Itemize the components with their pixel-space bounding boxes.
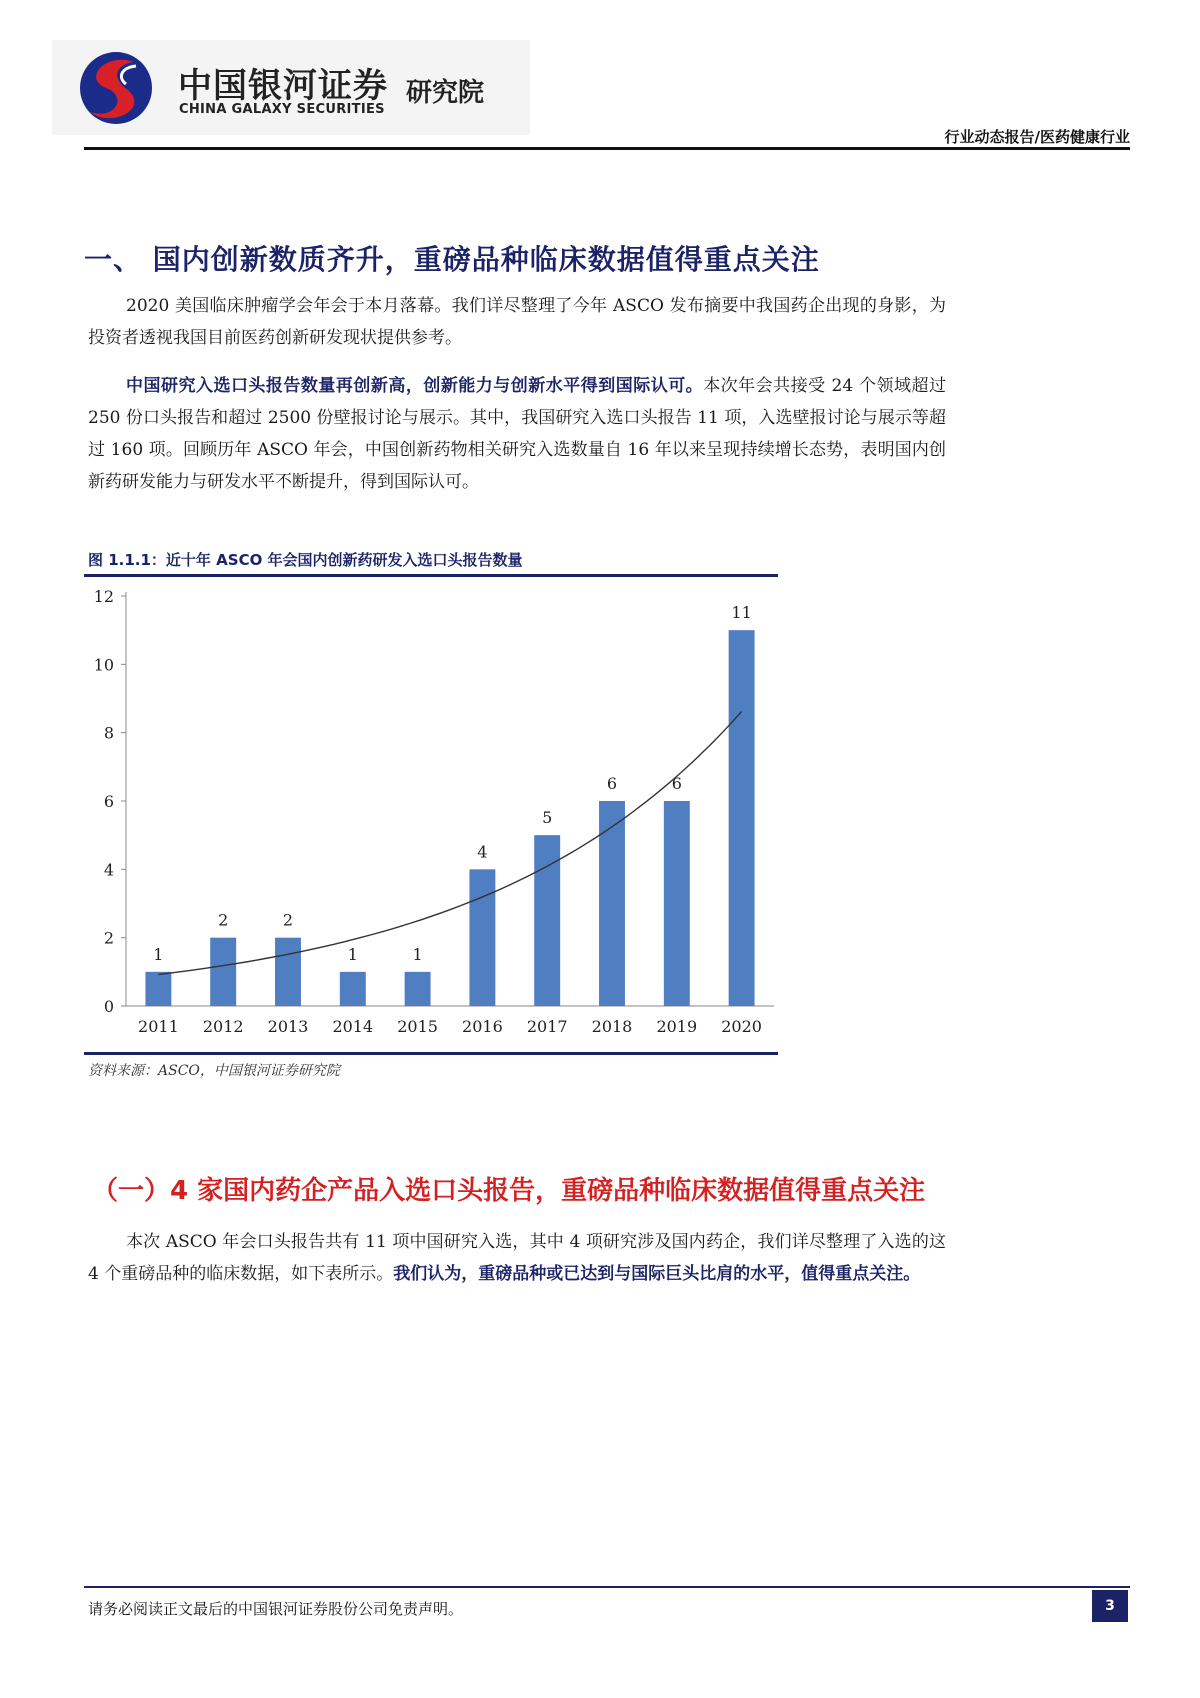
bar xyxy=(664,801,690,1006)
data-label: 5 xyxy=(542,808,553,828)
x-tick-label: 2012 xyxy=(202,1017,244,1036)
analysis-paragraph xyxy=(88,370,946,498)
x-tick-label: 2018 xyxy=(591,1017,633,1036)
disclaimer-text: 请务必阅读正文最后的中国银河证券股份公司免责声明。 xyxy=(88,1600,464,1618)
logo-company-en: CHINA GALAXY SECURITIES xyxy=(179,102,385,117)
y-tick-label: 8 xyxy=(103,723,114,743)
subsection-title: （一）4 家国内药企产品入选口头报告，重磅品种临床数据值得重点关注 xyxy=(92,1176,926,1206)
section-title: 一、 国内创新数质齐升，重磅品种临床数据值得重点关注 xyxy=(84,243,820,276)
y-tick-label: 12 xyxy=(93,587,114,606)
y-tick-label: 10 xyxy=(93,655,114,675)
x-tick-label: 2019 xyxy=(656,1017,698,1036)
report-type: 行业动态报告/医药健康行业 xyxy=(944,128,1130,146)
page-number: 3 xyxy=(1092,1590,1128,1622)
bar xyxy=(275,938,301,1006)
y-tick-label: 6 xyxy=(103,792,114,811)
figure-title: 图 1.1.1：近十年 ASCO 年会国内创新药研发入选口头报告数量 xyxy=(88,551,523,569)
data-label: 6 xyxy=(671,774,682,793)
footer-divider xyxy=(84,1586,1130,1588)
bar xyxy=(405,972,431,1006)
x-tick-label: 2017 xyxy=(526,1017,568,1036)
bar xyxy=(469,869,495,1006)
trendline xyxy=(158,712,741,975)
subsection-conclusion: 我们认为，重磅品种或已达到与国际巨头比肩的水平，值得重点关注。 xyxy=(393,1264,921,1284)
header-divider xyxy=(84,147,1130,150)
logo-area xyxy=(52,40,530,135)
y-tick-label: 2 xyxy=(103,928,114,948)
bar xyxy=(340,972,366,1006)
subsection-text: 本次 ASCO 年会口头报告共有 11 项中国研究入选，其中 4 项研究涉及国内药企，我们详尽整理了入选的这 4 个重磅品种的临床数据，如下表所示。 xyxy=(88,1232,946,1284)
y-tick-label: 4 xyxy=(103,860,114,880)
bar xyxy=(729,630,755,1006)
figure-source: 资料来源：ASCO，中国银河证券研究院 xyxy=(88,1063,340,1079)
key-finding: 中国研究入选口头报告数量再创新高，创新能力与创新水平得到国际认可。 xyxy=(126,376,704,396)
intro-paragraph: 2020 美国临床肿瘤学会年会于本月落幕。我们详尽整理了今年 ASCO 发布摘要中我国药企出现的身影，为投资者透视我国目前医药创新研发现状提供参考。 xyxy=(88,296,946,348)
figure-top-rule xyxy=(84,574,778,577)
bar xyxy=(210,938,236,1006)
data-label: 1 xyxy=(153,944,164,964)
logo-company-cn: 中国银河证券 xyxy=(178,66,388,106)
x-tick-label: 2020 xyxy=(721,1017,762,1036)
figure-bottom-rule xyxy=(84,1052,778,1055)
data-label: 4 xyxy=(477,842,488,862)
data-label: 2 xyxy=(218,910,229,930)
analysis-text: 本次年会共接受 24 个领域超过 250 份口头报告和超过 2500 份壁报讨论与展示。其中，我国研究入选口头报告 11 项，入选壁报讨论与展示等超过 160 项。回顾历年 ASCO 年会，中国创新药物相关研究入选数量自 16 年以来呈现持续增长态势，表明国内创新药研发能力与研发水平不断提升，得到国际认可。 xyxy=(88,376,946,492)
data-label: 11 xyxy=(731,603,752,623)
data-label: 6 xyxy=(606,774,618,793)
x-tick-label: 2016 xyxy=(462,1017,503,1036)
data-label: 1 xyxy=(347,944,358,964)
x-tick-label: 2011 xyxy=(138,1017,179,1036)
x-tick-label: 2015 xyxy=(397,1017,438,1036)
x-tick-label: 2013 xyxy=(267,1017,309,1036)
x-tick-label: 2014 xyxy=(332,1017,374,1036)
galaxy-logo-icon xyxy=(76,48,156,128)
bar xyxy=(145,972,171,1006)
bar-chart xyxy=(84,580,778,1050)
subsection-paragraph xyxy=(88,1226,946,1290)
data-label: 2 xyxy=(282,910,294,930)
logo-institute: 研究院 xyxy=(406,78,485,108)
bar xyxy=(599,801,625,1006)
data-label: 1 xyxy=(412,944,423,964)
y-tick-label: 0 xyxy=(103,997,114,1016)
